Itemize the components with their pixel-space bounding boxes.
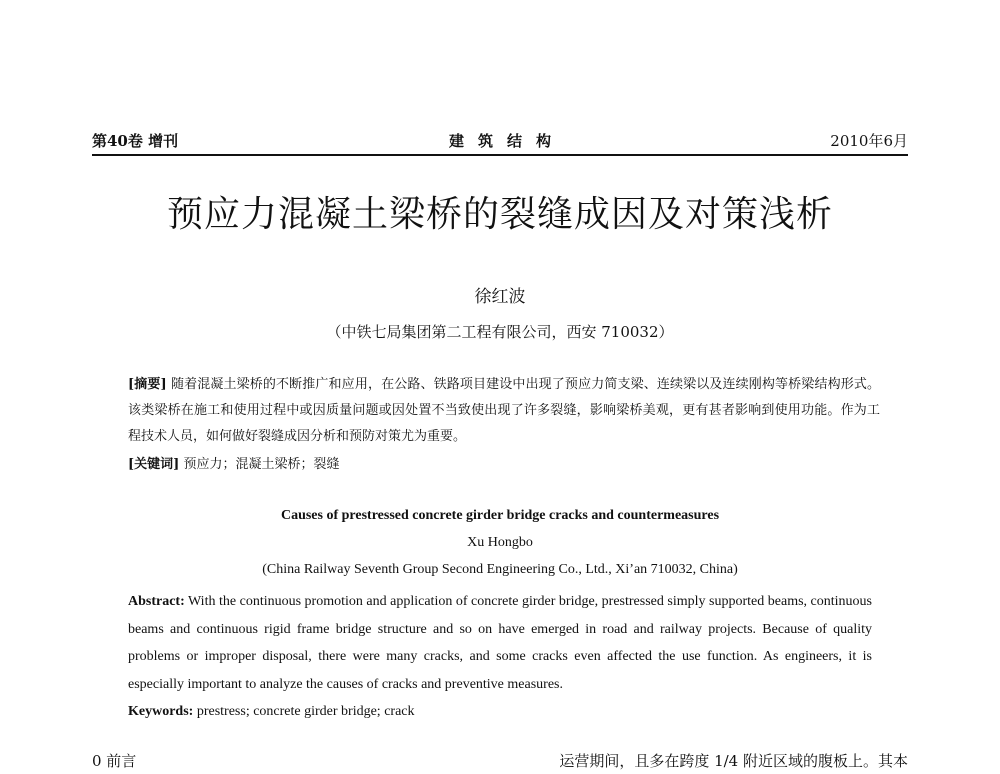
body-text-fragment: 运营期间，且多在跨度 1/4 附近区域的腹板上。其本 xyxy=(559,752,908,770)
volume-info: 第40卷 增刊 xyxy=(92,132,179,150)
abstract-zh-label: [摘要] xyxy=(128,377,167,392)
abstract-zh-text: 随着混凝土梁桥的不断推广和应用，在公路、铁路项目建设中出现了预应力简支梁、连续梁以及连续刚构等桥梁结构形式。该类梁桥在施工和使用过程中或因质量问题或因处置不当致使出现了许多裂缝，影响梁桥美观，更有甚者影响到使用功能。作为工程技术人员，如何做好裂缝成因分析和预防对策尤为重要。 xyxy=(128,377,880,444)
author-affiliation: （中铁七局集团第二工程有限公司，西安 710032） xyxy=(326,323,674,341)
keywords-en-label: Keywords: xyxy=(128,704,194,719)
running-header xyxy=(92,126,908,156)
section-heading-preface: 0 前言 xyxy=(92,752,137,770)
abstract-en-text: With the continuous promotion and application of concrete girder bridge, prestressed simply supported beams, continuous beams and continuous rigid frame bridge structure and so on have emerged in road and railway projects. Because of quality problems or improper disposal, there were many cracks, and some cracks even affected the use function. As engineers, it is especially important to analyze the causes of cracks and preventive measures. xyxy=(128,594,872,692)
keywords-zh xyxy=(128,452,880,478)
english-affiliation: (China Railway Seventh Group Second Engineering Co., Ltd., Xi’an 710032, China) xyxy=(262,562,738,577)
author-name: 徐红波 xyxy=(474,287,526,307)
english-title: Causes of prestressed concrete girder bridge cracks and countermeasures xyxy=(280,508,720,523)
keywords-en xyxy=(128,698,872,725)
keywords-zh-label: [关键词] xyxy=(128,457,180,472)
keywords-en-text: prestress; concrete girder bridge; crack xyxy=(196,704,415,719)
abstract-zh xyxy=(128,372,880,450)
abstract-en xyxy=(128,588,872,698)
journal-name: 建筑结构 xyxy=(448,132,565,150)
paper-title: 预应力混凝土梁桥的裂缝成因及对策浅析 xyxy=(166,194,833,235)
issue-date: 2010年6月 xyxy=(830,132,908,150)
keywords-zh-text: 预应力；混凝土梁桥；裂缝 xyxy=(183,457,340,472)
english-author: Xu Hongbo xyxy=(467,535,533,550)
abstract-en-label: Abstract: xyxy=(128,594,185,609)
